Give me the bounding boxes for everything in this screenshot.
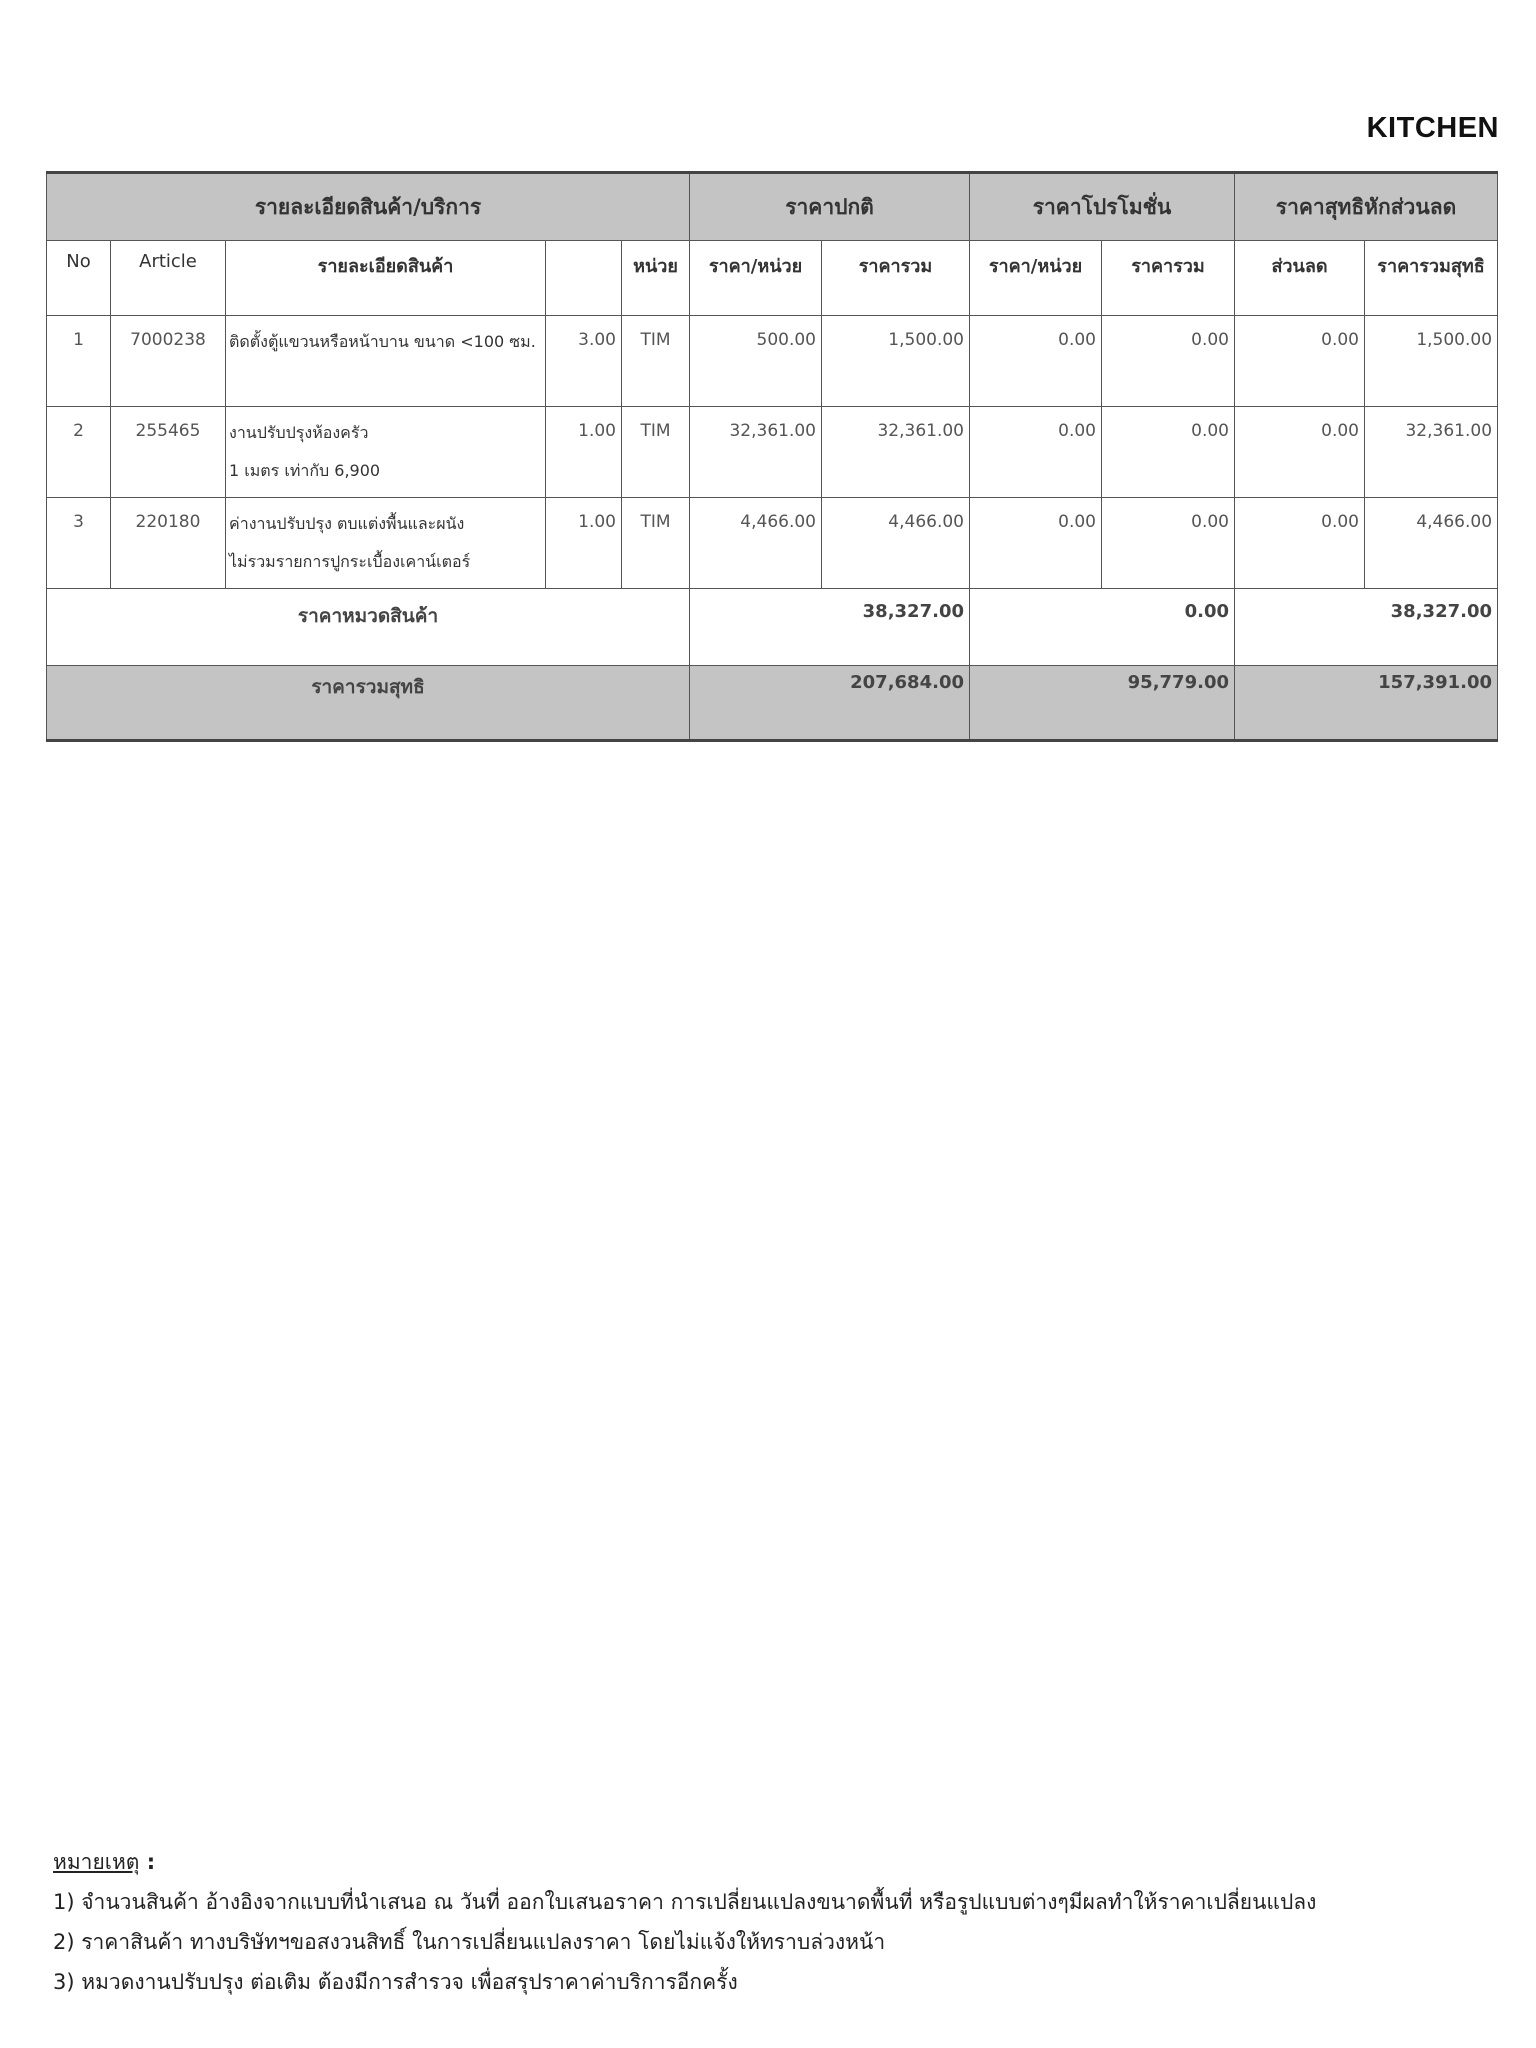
cell-regular-total: 1,500.00 bbox=[822, 316, 970, 407]
cell-regular-unit-price: 32,361.00 bbox=[690, 407, 822, 498]
col-header-description: รายละเอียดสินค้า bbox=[226, 241, 546, 316]
cell-regular-unit-price: 4,466.00 bbox=[690, 498, 822, 589]
grand-total-net: 157,391.00 bbox=[1235, 666, 1498, 741]
cell-article: 7000238 bbox=[111, 316, 226, 407]
category-total-label: ราคาหมวดสินค้า bbox=[47, 589, 690, 666]
grand-total-label: ราคารวมสุทธิ bbox=[47, 666, 690, 741]
cell-no: 1 bbox=[47, 316, 111, 407]
cell-qty: 1.00 bbox=[546, 498, 622, 589]
col-header-discount: ส่วนลด bbox=[1235, 241, 1365, 316]
col-header-unit: หน่วย bbox=[622, 241, 690, 316]
cell-article: 220180 bbox=[111, 498, 226, 589]
col-header-promo-total: ราคารวม bbox=[1102, 241, 1235, 316]
cell-net-total: 32,361.00 bbox=[1365, 407, 1498, 498]
cell-promo-unit-price: 0.00 bbox=[970, 498, 1102, 589]
note-item: 3) หมวดงานปรับปรุง ต่อเติม ต้องมีการสำรวจ เพื่อสรุปราคาค่าบริการอีกครั้ง bbox=[53, 1970, 738, 1994]
notes-colon: : bbox=[139, 1850, 156, 1874]
cell-description bbox=[226, 498, 546, 589]
cell-promo-unit-price: 0.00 bbox=[970, 407, 1102, 498]
table-row bbox=[47, 498, 1498, 589]
notes-section bbox=[53, 1842, 1316, 2002]
cell-qty: 1.00 bbox=[546, 407, 622, 498]
cell-net-total: 4,466.00 bbox=[1365, 498, 1498, 589]
cell-net-total: 1,500.00 bbox=[1365, 316, 1498, 407]
group-header-regular-price: ราคาปกติ bbox=[690, 173, 970, 241]
cell-regular-total: 4,466.00 bbox=[822, 498, 970, 589]
cell-promo-unit-price: 0.00 bbox=[970, 316, 1102, 407]
page-title: KITCHEN bbox=[1366, 112, 1499, 144]
group-header-details: รายละเอียดสินค้า/บริการ bbox=[47, 173, 690, 241]
cell-description bbox=[226, 316, 546, 407]
table-row bbox=[47, 316, 1498, 407]
col-header-article: Article bbox=[111, 241, 226, 316]
description-line-2: 1 เมตร เท่ากับ 6,900 bbox=[229, 461, 381, 480]
description-line-1: ติดตั้งตู้แขวนหรือหน้าบาน ขนาด <100 ซม. bbox=[229, 332, 536, 351]
grand-total-regular: 207,684.00 bbox=[690, 666, 970, 741]
cell-promo-total: 0.00 bbox=[1102, 316, 1235, 407]
cell-discount: 0.00 bbox=[1235, 498, 1365, 589]
category-total-row bbox=[47, 589, 1498, 666]
group-header-promo-price: ราคาโปรโมชั่น bbox=[970, 173, 1235, 241]
category-total-net: 38,327.00 bbox=[1235, 589, 1498, 666]
notes-title: หมายเหตุ bbox=[53, 1850, 140, 1874]
col-header-regular-unit-price: ราคา/หน่วย bbox=[690, 241, 822, 316]
description-line-1: ค่างานปรับปรุง ตบแต่งพื้นและผนัง bbox=[229, 514, 465, 533]
col-header-promo-unit-price: ราคา/หน่วย bbox=[970, 241, 1102, 316]
cell-article: 255465 bbox=[111, 407, 226, 498]
description-line-1: งานปรับปรุงห้องครัว bbox=[229, 423, 369, 442]
col-header-no: No bbox=[47, 241, 111, 316]
cell-promo-total: 0.00 bbox=[1102, 407, 1235, 498]
cell-discount: 0.00 bbox=[1235, 407, 1365, 498]
description-line-2: ไม่รวมรายการปูกระเบื้องเคาน์เตอร์ bbox=[229, 552, 471, 571]
note-item: 1) จำนวนสินค้า อ้างอิงจากแบบที่นำเสนอ ณ วันที่ ออกใบเสนอราคา การเปลี่ยนแปลงขนาดพื้นที่ หรือรูปแบบต่างๆมีผลทำให้ราคาเปลี่ยนแปลง bbox=[53, 1890, 1317, 1914]
cell-promo-total: 0.00 bbox=[1102, 498, 1235, 589]
cell-unit: TIM bbox=[622, 407, 690, 498]
cell-unit: TIM bbox=[622, 316, 690, 407]
col-header-net-total: ราคารวมสุทธิ bbox=[1365, 241, 1498, 316]
cell-description bbox=[226, 407, 546, 498]
grand-total-row bbox=[47, 666, 1498, 741]
col-header-qty bbox=[546, 241, 622, 316]
table-row bbox=[47, 407, 1498, 498]
cell-regular-total: 32,361.00 bbox=[822, 407, 970, 498]
cell-no: 3 bbox=[47, 498, 111, 589]
note-item: 2) ราคาสินค้า ทางบริษัทฯขอสงวนสิทธิ์ ในการเปลี่ยนแปลงราคา โดยไม่แจ้งให้ทราบล่วงหน้า bbox=[53, 1930, 886, 1954]
sub-header-row bbox=[47, 241, 1498, 316]
category-total-regular: 38,327.00 bbox=[690, 589, 970, 666]
cell-qty: 3.00 bbox=[546, 316, 622, 407]
group-header-net-price: ราคาสุทธิหักส่วนลด bbox=[1235, 173, 1498, 241]
cell-no: 2 bbox=[47, 407, 111, 498]
quotation-table bbox=[46, 171, 1498, 742]
description-line-2 bbox=[229, 368, 540, 406]
cell-discount: 0.00 bbox=[1235, 316, 1365, 407]
notes-heading bbox=[53, 1842, 1316, 1882]
col-header-regular-total: ราคารวม bbox=[822, 241, 970, 316]
category-total-promo: 0.00 bbox=[970, 589, 1235, 666]
cell-unit: TIM bbox=[622, 498, 690, 589]
grand-total-promo: 95,779.00 bbox=[970, 666, 1235, 741]
group-header-row bbox=[47, 173, 1498, 241]
cell-regular-unit-price: 500.00 bbox=[690, 316, 822, 407]
